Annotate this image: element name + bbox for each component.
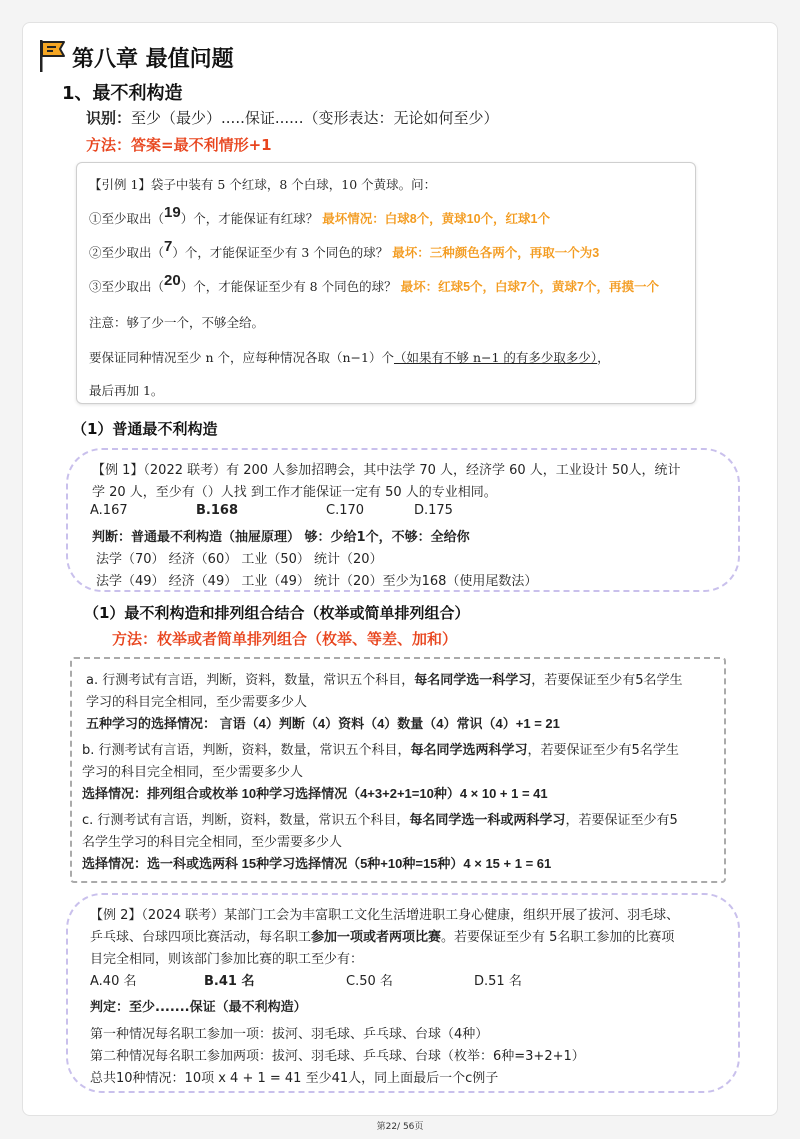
q3-suffix: ）个，才能保证至少有 8 个同色的球？ [180, 279, 397, 294]
q2-prefix: ②至少取出（ [89, 245, 165, 260]
enumeration-box [70, 657, 726, 883]
chapter-title: 第八章 最值问题 [72, 47, 234, 72]
case-c-suffix: ，若要保证至少有5 [565, 813, 678, 828]
case-c-line1 [82, 809, 678, 828]
example1-line2: 学 20 人，至少有（）人找 到工作才能保证一定有 50 人的专业相同。 [92, 485, 497, 500]
example1-calc2: 法学（49） 经济（49） 工业（49） 统计（20）至少为168（使用尾数法） [96, 574, 538, 589]
option-b: B.168 [196, 503, 238, 518]
example2-line2-prefix: 乒乓球、台球四项比赛活动，每名职工 [90, 930, 312, 945]
example1-box [66, 448, 740, 592]
example2-line2-suffix: 。若要保证至少有 5名职工参加的比赛项 [441, 930, 675, 945]
example1-judge: 判断：普通最不利构造（抽屉原理） 够：少给1个，不够：全给你 [92, 530, 470, 545]
q1-note: 最坏情况：白球8个，黄球10个，红球1个 [322, 212, 551, 226]
case-a-suffix: ，若要保证至少有5名学生 [531, 673, 683, 688]
case-b-bold: 每名同学选两科学习 [410, 743, 528, 758]
intro-question-3 [89, 272, 659, 295]
case-b-line2: 学习的科目完全相同，至少需要多少人 [82, 765, 304, 780]
ex2-option-b: B.41 名 [204, 974, 255, 989]
ex2-option-a: A.40 名 [90, 974, 137, 989]
option-a: A.167 [90, 503, 128, 518]
part2-method: 方法：枚举或者简单排列组合（枚举、等差、加和） [112, 630, 458, 648]
case-b-suffix: ，若要保证至少有5名学生 [527, 743, 679, 758]
page-number: 第22/ 56页 [376, 1122, 424, 1132]
option-c: C.170 [326, 503, 365, 518]
q3-note: 最坏：红球5个，白球7个，黄球7个，再摸一个 [400, 280, 659, 294]
case-c-bold: 每名同学选一科或两科学习 [409, 813, 566, 828]
example2-line3: 目完全相同，则该部门参加比赛的职工至少有： [90, 952, 364, 967]
ex2-option-c: C.50 名 [346, 974, 393, 989]
q2-note: 最坏：三种颜色各两个，再取一个为3 [392, 246, 600, 260]
rule-underlined: （如果有不够 n−1 的有多少取多少） [393, 350, 598, 365]
q1-prefix: ①至少取出（ [89, 211, 165, 226]
identify-text: 至少（最少）.....保证......（变形表达：无论如何至少） [131, 109, 499, 127]
identify-line [86, 107, 498, 128]
method-line: 方法：答案=最不利情形+1 [86, 136, 272, 154]
option-d: D.175 [414, 503, 453, 518]
flag-icon [38, 38, 68, 74]
example2-solution3: 总共10种情况：10项 x 4 + 1 = 41 至少41人，同上面最后一个c例子 [90, 1071, 499, 1086]
case-c-line2: 名学生学习的科目完全相同，至少需要多少人 [82, 835, 343, 850]
case-a-bold: 每名同学选一科学习 [414, 673, 532, 688]
q2-suffix: ）个，才能保证至少有 3 个同色的球？ [172, 245, 389, 260]
intro-title: 【引例 1】袋子中装有 5 个红球，8 个白球，10 个黄球。问： [89, 177, 437, 192]
q1-answer: 19 [164, 204, 181, 221]
example2-line1: 【例 2】（2024 联考）某部门工会为丰富职工文化生活增进职工身心健康，组织开展了拔河、羽毛球、 [90, 908, 680, 923]
case-b-note: 选择情况：排列组合或枚举 10种学习选择情况（4+3+2+1=10种）4 × 10 + 1 = 41 [82, 786, 548, 801]
case-c-prefix: c. 行测考试有言语，判断，资料，数量，常识五个科目， [82, 813, 410, 828]
q1-suffix: ）个，才能保证有红球？ [180, 211, 319, 226]
case-c-note: 选择情况：选一科或选两科 15种学习选择情况（5种+10种=15种）4 × 15 + 1 = 61 [82, 856, 552, 871]
section-title: 1、最不利构造 [62, 83, 183, 104]
example2-solution1: 第一种情况每名职工参加一项：拔河、羽毛球、乒乓球、台球（4种） [90, 1027, 489, 1042]
identify-label: 识别： [86, 109, 132, 127]
case-a-note: 五种学习的选择情况： 言语（4）判断（4）资料（4）数量（4）常识（4）+1 = 21 [86, 716, 560, 731]
case-a-prefix: a. 行测考试有言语，判断，资料，数量，常识五个科目， [86, 673, 415, 688]
intro-notice: 注意：够了少一个，不够全给。 [89, 315, 265, 330]
case-b-prefix: b. 行测考试有言语，判断，资料，数量，常识五个科目， [82, 743, 411, 758]
example1-line1: 【例 1】（2022 联考）有 200 人参加招聘会，其中法学 70 人，经济学 60 人，工业设计 50人，统计 [92, 463, 681, 478]
ex2-option-d: D.51 名 [474, 974, 522, 989]
case-a-line1 [86, 669, 683, 688]
example2-line2 [90, 926, 674, 945]
example2-judge: 判定：至少.......保证（最不利构造） [90, 1000, 307, 1015]
part1-title: （1）普通最不利构造 [72, 420, 218, 438]
intro-rule [89, 348, 610, 366]
q3-prefix: ③至少取出（ [89, 279, 165, 294]
case-b-line1 [82, 739, 679, 758]
case-a-line2: 学习的科目完全相同，至少需要多少人 [86, 695, 308, 710]
intro-question-2 [89, 238, 600, 261]
example2-box [66, 893, 740, 1093]
example1-calc1: 法学（70） 经济（60） 工业（50） 统计（20） [96, 552, 383, 567]
intro-rule-end: 最后再加 1。 [89, 383, 164, 398]
intro-question-1 [89, 204, 551, 227]
intro-example-box [76, 162, 696, 404]
part2-title: （1）最不利构造和排列组合结合（枚举或简单排列组合） [84, 604, 470, 622]
rule-suffix: ， [597, 350, 610, 365]
rule-prefix: 要保证同种情况至少 n 个，应每种情况各取（n−1）个 [89, 350, 394, 365]
example2-solution2: 第二种情况每名职工参加两项：拔河、羽毛球、乒乓球、台球（枚举：6种=3+2+1） [90, 1049, 585, 1064]
q3-answer: 20 [164, 272, 181, 289]
q2-answer: 7 [164, 238, 173, 255]
example2-line2-bold: 参加一项或者两项比赛 [311, 930, 442, 945]
